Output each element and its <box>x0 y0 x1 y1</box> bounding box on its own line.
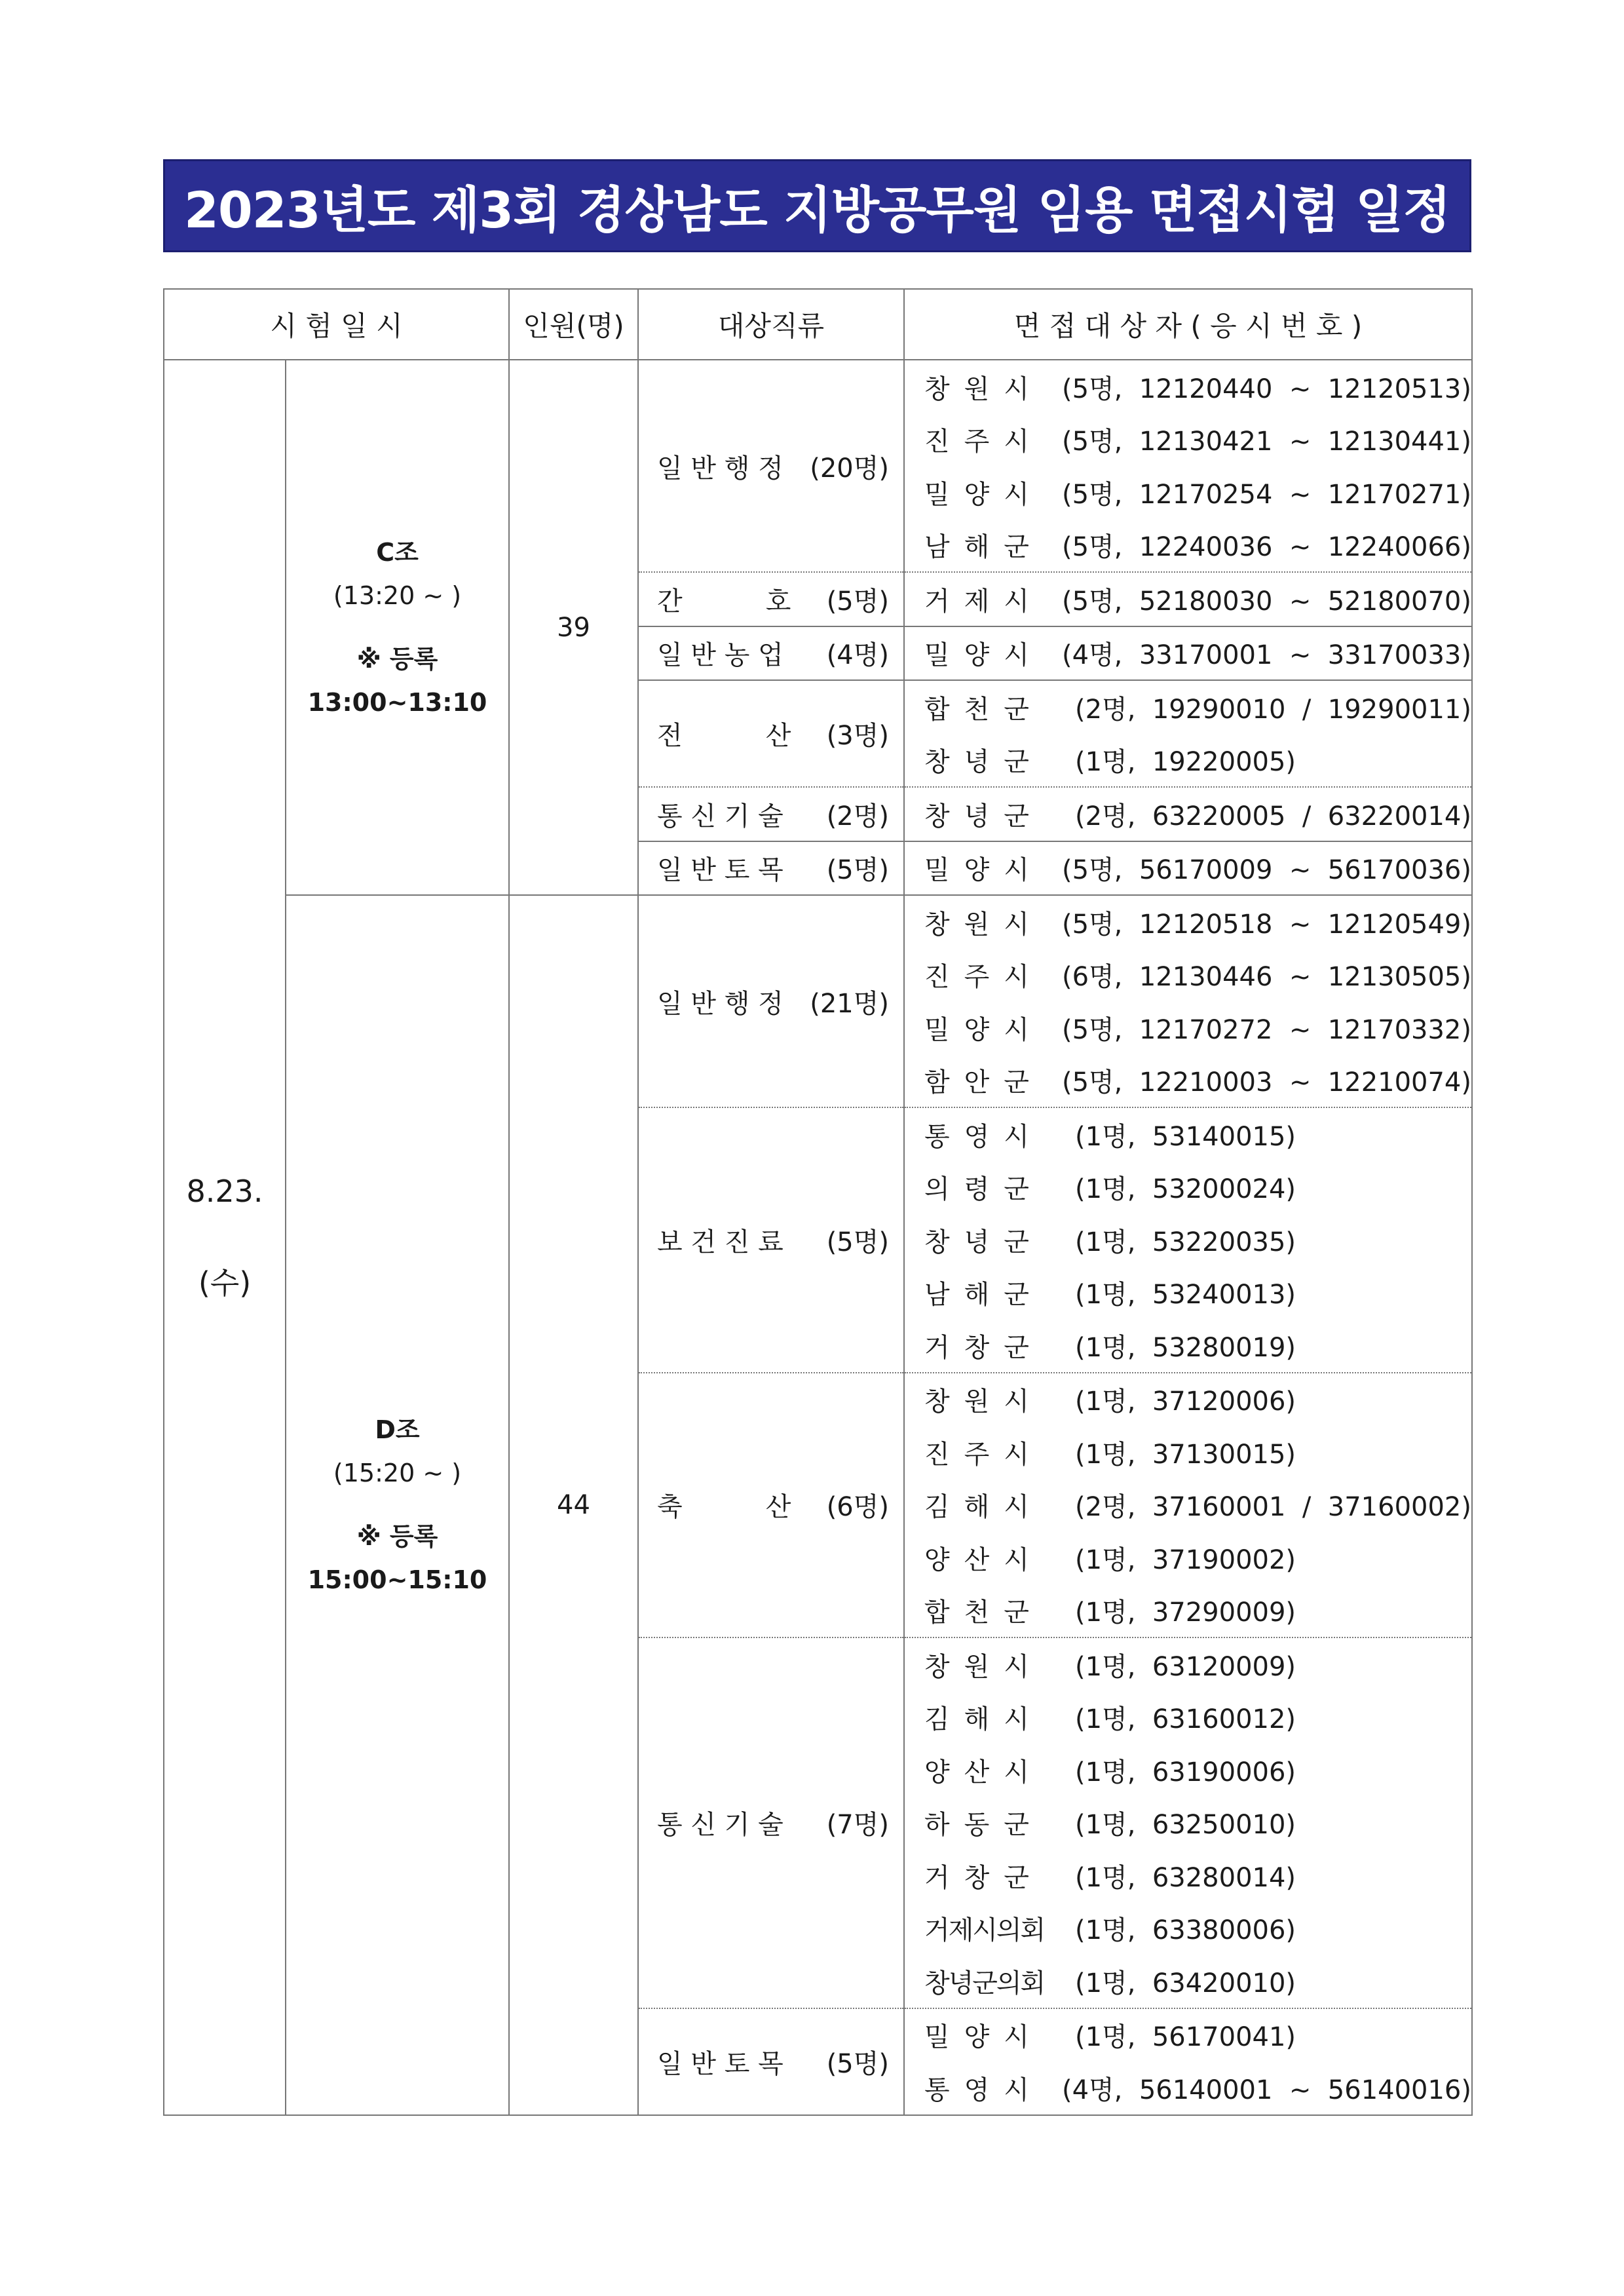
group-name: D조 <box>375 1415 420 1444</box>
candidate-line <box>924 1744 1471 1797</box>
job-cell <box>638 895 904 1107</box>
job-cell <box>638 1373 904 1638</box>
candidate-line <box>924 1584 1471 1637</box>
job-name: 일 반 토 목 <box>657 855 784 886</box>
candidate-place: 창원시 <box>924 373 1044 404</box>
candidate-line <box>924 1691 1471 1744</box>
page-title: 2023년도 제3회 경상남도 지방공무원 임용 면접시험 일정 <box>184 180 1450 239</box>
job-count: (4명) <box>826 640 889 671</box>
job-name: 전 산 <box>657 721 791 751</box>
candidate-line <box>924 788 1471 841</box>
job-cell <box>638 2008 904 2115</box>
job-cell <box>638 1637 904 2008</box>
job-cell <box>638 787 904 841</box>
candidate-numbers: (5명, 56170009 ~ 56170036) <box>1061 855 1471 886</box>
candidate-place: 창녕군의회 <box>924 1968 1045 1999</box>
candidate-numbers: (1명, 37130015) <box>1075 1439 1296 1470</box>
candidate-line <box>924 2009 1471 2062</box>
candidate-numbers: (1명, 63420010) <box>1075 1968 1296 1999</box>
candidate-place: 하동군 <box>924 1810 1044 1841</box>
job-cell <box>638 360 904 572</box>
candidate-numbers: (1명, 53140015) <box>1075 1121 1296 1152</box>
candidates-cell <box>904 360 1472 572</box>
job-count: (5명) <box>826 2048 889 2079</box>
candidates-cell <box>904 787 1472 841</box>
candidate-numbers: (4명, 56140001 ~ 56140016) <box>1061 2075 1471 2105</box>
candidate-numbers: (5명, 12240036 ~ 12240066) <box>1061 532 1471 563</box>
job-name: 일 반 농 업 <box>657 640 784 671</box>
candidates-cell <box>904 572 1472 626</box>
candidate-place: 창원시 <box>924 1651 1044 1682</box>
candidate-line <box>924 681 1471 734</box>
candidate-line <box>924 1479 1471 1532</box>
job-name: 보 건 진 료 <box>657 1227 784 1257</box>
candidate-line <box>924 573 1471 626</box>
job-count: (5명) <box>826 586 889 617</box>
title-banner <box>163 159 1471 252</box>
candidate-numbers: (5명, 12170272 ~ 12170332) <box>1061 1014 1471 1045</box>
candidate-line <box>924 1001 1471 1054</box>
job-name: 간 호 <box>657 586 791 617</box>
candidate-numbers: (1명, 53200024) <box>1075 1174 1296 1205</box>
candidate-place: 통영시 <box>924 2075 1044 2105</box>
candidate-place: 진주시 <box>924 1439 1044 1470</box>
candidate-line <box>924 360 1471 413</box>
candidate-numbers: (1명, 63280014) <box>1075 1862 1296 1893</box>
candidate-numbers: (2명, 63220005 / 63220014) <box>1075 801 1471 832</box>
candidate-numbers: (1명, 63120009) <box>1075 1651 1296 1682</box>
candidate-line <box>924 1849 1471 1902</box>
candidate-line <box>924 1531 1471 1584</box>
candidate-numbers: (1명, 63380006) <box>1075 1915 1296 1946</box>
candidate-place: 창원시 <box>924 1387 1044 1417</box>
candidate-place: 의령군 <box>924 1174 1044 1205</box>
candidates-cell <box>904 680 1472 787</box>
schedule-table <box>163 288 1473 2116</box>
job-name: 일 반 행 정 <box>657 988 784 1019</box>
job-count: (5명) <box>826 1227 889 1257</box>
candidate-place: 거제시의회 <box>924 1915 1045 1946</box>
candidate-numbers: (4명, 33170001 ~ 33170033) <box>1061 640 1471 671</box>
job-count: (3명) <box>826 721 889 751</box>
group-time: (15:20 ~ ) <box>333 1459 462 1488</box>
candidate-line <box>924 1373 1471 1426</box>
candidate-numbers: (2명, 19290010 / 19290011) <box>1075 694 1471 725</box>
candidate-line <box>924 1267 1471 1320</box>
candidate-line <box>924 519 1471 572</box>
candidate-place: 밀양시 <box>924 479 1044 510</box>
candidates-cell <box>904 626 1472 681</box>
candidate-numbers: (1명, 56170041) <box>1075 2022 1296 2053</box>
header-job: 대상직류 <box>638 289 904 360</box>
job-count: (6명) <box>826 1492 889 1523</box>
header-date: 시 험 일 시 <box>164 289 509 360</box>
job-count: (7명) <box>826 1810 889 1841</box>
candidate-place: 남해군 <box>924 532 1044 563</box>
candidate-numbers: (1명, 63160012) <box>1075 1704 1296 1735</box>
exam-date <box>164 360 286 2115</box>
job-name: 일 반 토 목 <box>657 2048 784 2079</box>
candidate-line <box>924 627 1471 680</box>
candidate-line <box>924 896 1471 949</box>
candidate-place: 합천군 <box>924 694 1044 725</box>
job-name: 통 신 기 술 <box>657 801 784 832</box>
candidates-cell <box>904 841 1472 896</box>
job-cell <box>638 572 904 626</box>
candidate-place: 남해군 <box>924 1280 1044 1311</box>
schedule-body <box>164 360 1472 2115</box>
candidates-cell <box>904 2008 1472 2115</box>
candidate-line <box>924 1426 1471 1479</box>
candidate-place: 김해시 <box>924 1492 1044 1523</box>
group-time: (13:20 ~ ) <box>333 581 462 610</box>
candidate-numbers: (1명, 63250010) <box>1075 1810 1296 1841</box>
registration-time: 15:00~15:10 <box>307 1565 487 1595</box>
candidate-place: 창녕군 <box>924 747 1044 778</box>
candidate-line <box>924 734 1471 787</box>
candidate-place: 창원시 <box>924 909 1044 940</box>
candidate-numbers: (5명, 52180030 ~ 52180070) <box>1061 586 1471 617</box>
candidate-place: 양산시 <box>924 1757 1044 1788</box>
candidate-place: 합천군 <box>924 1598 1044 1628</box>
candidate-place: 밀양시 <box>924 855 1044 886</box>
candidate-place: 밀양시 <box>924 640 1044 671</box>
exam-weekday: (수) <box>198 1265 252 1301</box>
candidate-numbers: (1명, 53220035) <box>1075 1227 1296 1257</box>
candidate-place: 김해시 <box>924 1704 1044 1735</box>
job-name: 통 신 기 술 <box>657 1810 784 1841</box>
candidates-cell <box>904 1637 1472 2008</box>
job-count: (2명) <box>826 801 889 832</box>
group-count: 39 <box>509 360 638 895</box>
candidate-numbers: (1명, 37120006) <box>1075 1387 1296 1417</box>
candidate-line <box>924 1319 1471 1372</box>
candidate-place: 거제시 <box>924 586 1044 617</box>
candidate-line <box>924 2061 1471 2114</box>
candidate-numbers: (6명, 12130446 ~ 12130505) <box>1061 962 1471 993</box>
candidate-numbers: (5명, 12120518 ~ 12120549) <box>1061 909 1471 940</box>
candidate-place: 창녕군 <box>924 801 1044 832</box>
candidate-line <box>924 1797 1471 1850</box>
job-count: (21명) <box>810 988 889 1019</box>
header-count: 인원(명) <box>509 289 638 360</box>
candidate-numbers: (5명, 12170254 ~ 12170271) <box>1061 479 1471 510</box>
candidate-line <box>924 1955 1471 2008</box>
candidate-line <box>924 1214 1471 1267</box>
candidate-line <box>924 413 1471 467</box>
candidate-place: 함안군 <box>924 1067 1044 1098</box>
job-cell <box>638 680 904 787</box>
candidates-cell <box>904 895 1472 1107</box>
candidate-line <box>924 1108 1471 1161</box>
candidate-numbers: (5명, 12120440 ~ 12120513) <box>1061 373 1471 404</box>
group-cell <box>286 360 509 895</box>
candidate-place: 밀양시 <box>924 1014 1044 1045</box>
table-row <box>164 360 1472 572</box>
candidate-place: 창녕군 <box>924 1227 1044 1257</box>
job-cell <box>638 626 904 681</box>
candidate-numbers: (5명, 12130421 ~ 12130441) <box>1061 427 1471 457</box>
candidate-numbers: (2명, 37160001 / 37160002) <box>1075 1492 1471 1523</box>
group-count: 44 <box>509 895 638 2115</box>
candidate-place: 거창군 <box>924 1862 1044 1893</box>
header-row <box>164 289 1472 360</box>
registration-label: ※ 등록 <box>356 644 438 674</box>
group-name: C조 <box>376 537 419 567</box>
candidate-line <box>924 1902 1471 1955</box>
job-count: (5명) <box>826 855 889 886</box>
group-cell <box>286 895 509 2115</box>
candidate-numbers: (1명, 63190006) <box>1075 1757 1296 1788</box>
candidate-place: 통영시 <box>924 1121 1044 1152</box>
job-name: 일 반 행 정 <box>657 453 784 484</box>
job-count: (20명) <box>810 453 889 484</box>
candidate-numbers: (1명, 19220005) <box>1075 747 1296 778</box>
job-cell <box>638 1107 904 1373</box>
job-name: 축 산 <box>657 1492 791 1523</box>
candidate-line <box>924 1638 1471 1691</box>
header-candidates: 면 접 대 상 자 ( 응 시 번 호 ) <box>904 289 1472 360</box>
candidate-place: 진주시 <box>924 962 1044 993</box>
candidate-place: 밀양시 <box>924 2022 1044 2053</box>
candidate-line <box>924 949 1471 1002</box>
candidate-line <box>924 1054 1471 1107</box>
registration-label: ※ 등록 <box>356 1521 438 1551</box>
candidate-numbers: (1명, 37290009) <box>1075 1598 1296 1628</box>
candidate-numbers: (1명, 53240013) <box>1075 1280 1296 1311</box>
table-row <box>164 895 1472 1107</box>
exam-day: 8.23. <box>186 1173 263 1209</box>
candidate-numbers: (5명, 12210003 ~ 12210074) <box>1061 1067 1471 1098</box>
candidates-cell <box>904 1107 1472 1373</box>
candidate-line <box>924 1161 1471 1214</box>
registration-time: 13:00~13:10 <box>307 688 487 717</box>
candidate-place: 진주시 <box>924 427 1044 457</box>
candidate-numbers: (1명, 53280019) <box>1075 1332 1296 1363</box>
candidate-numbers: (1명, 37190002) <box>1075 1544 1296 1575</box>
candidate-place: 양산시 <box>924 1544 1044 1575</box>
candidate-line <box>924 842 1471 895</box>
candidate-place: 거창군 <box>924 1332 1044 1363</box>
candidate-line <box>924 466 1471 519</box>
job-cell <box>638 841 904 896</box>
candidates-cell <box>904 1373 1472 1638</box>
